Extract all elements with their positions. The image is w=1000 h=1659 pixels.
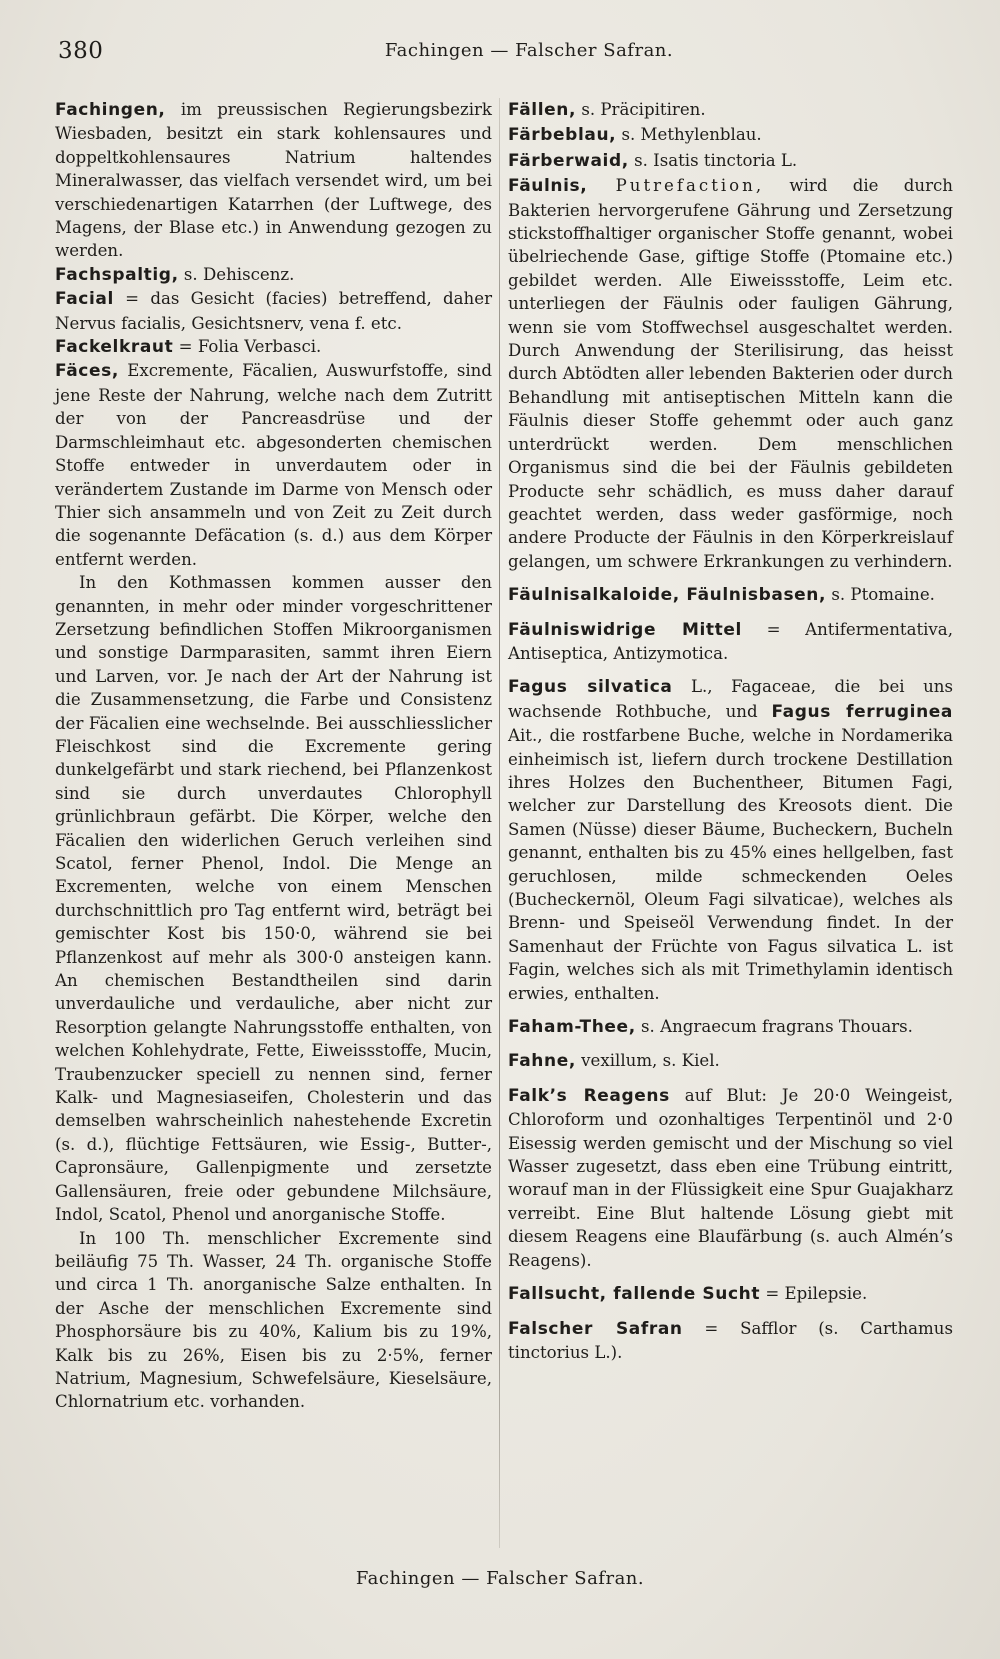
right-column: [508, 98, 953, 1365]
running-head: Fachingen — Falscher Safran.: [384, 40, 674, 61]
dictionary-entry: [508, 1317, 953, 1365]
entry-lemma: Fällen,: [508, 100, 577, 120]
entry-text: L., Fagaceae, die bei uns wachsende Rothbuche, und: [508, 677, 953, 721]
entry-text: = Safflor (s. Carthamus tinctorius L.).: [508, 1318, 953, 1362]
left-column: [55, 98, 492, 1414]
column-divider: [499, 98, 500, 1548]
entry-spaced-term: Putrefaction,: [587, 176, 765, 196]
dictionary-entry: [508, 98, 953, 122]
body-paragraph: In 100 Th. menschlicher Excremente sind beiläufig 75 Th. Wasser, 24 Th. organische Stoffe und circa 1 Th. anorganische Salze enthalten. In der Asche der menschlichen Excremente sind Phosphorsäure bis zu 40%, Kalium bis zu 19%, Kalk bis zu 26%, Eisen bis zu 2·5%, ferner Natrium, Magnesium, Schwefelsäure, Kieselsäure, Chlornatrium etc. vorhanden.: [55, 1228, 492, 1412]
entry-text: s. Methylenblau.: [616, 125, 762, 145]
dictionary-entry: [508, 618, 953, 666]
entry-lemma: Faham-Thee,: [508, 1017, 636, 1038]
entry-lemma: Fackelkraut: [55, 337, 174, 358]
entry-lemma: Fallsucht, fallende Sucht: [508, 1284, 761, 1305]
dictionary-entry: [55, 287, 492, 335]
entry-lemma: Facial: [55, 289, 114, 310]
dictionary-entry: [508, 1015, 953, 1039]
entry-text: auf Blut: Je 20·0 Weingeist, Chloroform und ozonhaltiges Terpentinöl und 2·0 Eisessig werden gemischt und der Mischung so viel Wasser zugesetzt, dass eben eine Trübung eintritt, worauf man in der Flüssigkeit eine Spur Guajakharz verreibt. Eine Blut haltende Lösung giebt mit diesem Reagens eine Blaufärbung (s. auch Almén’s Reagens).: [508, 1085, 953, 1270]
entry-text: s. Isatis tinctoria L.: [628, 150, 798, 170]
entry-text: Ait., die rostfarbene Buche, welche in Nordamerika einheimisch ist, liefern durch trockene Destillation ihres Holzes den Buchentheer, Bitumen Fagi, welcher zur Darstellung des Kreosots dient. Die Samen (Nüsse) dieser Bäume, Bucheckern, Bucheln genannt, enthalten bis zu 45% eines hellgelben, fast geruchlosen, milde schmeckenden Oeles (Bucheckernöl, Oleum Fagi silvaticae), welches als Brenn- und Speiseöl Verwendung findet. In der Samenhaut der Früchte von Fagus silvatica L. ist Fagin, welches sich als mit Trimethylamin identisch erwies, enthalten.: [508, 726, 953, 1003]
entry-lemma: Falk’s Reagens: [508, 1085, 670, 1106]
entry-lemma: Falscher Safran: [508, 1318, 683, 1339]
entry-lemma: Fachspaltig,: [55, 264, 179, 285]
entry-lemma: Fäces,: [55, 361, 119, 382]
dictionary-entry: [508, 123, 953, 147]
entry-text: = Folia Verbasci.: [173, 337, 322, 357]
dictionary-entry: [508, 675, 953, 1005]
dictionary-entry: [55, 98, 492, 263]
dictionary-entry: [55, 335, 492, 359]
dictionary-entry: [55, 263, 492, 287]
entry-lemma: Fagus silvatica: [508, 677, 673, 698]
dictionary-entry: [508, 1282, 953, 1306]
dictionary-entry: [508, 583, 953, 607]
dictionary-entry: [508, 149, 953, 173]
entry-lemma: Färbeblau,: [508, 125, 617, 146]
entry-text: = Epilepsie.: [760, 1284, 868, 1304]
dictionary-entry: [55, 359, 492, 571]
entry-text: = das Gesicht (facies) betreffend, daher Nervus facialis, Gesichtsnerv, vena f. etc.: [55, 289, 492, 333]
page-header: [58, 38, 940, 72]
entry-lemma: Fahne,: [508, 1051, 576, 1072]
body-paragraph: In den Kothmassen kommen ausser den genannten, in mehr oder minder vorgeschrittener Zersetzung befindlichen Stoffen Mikroorganismen und sonstige Darmparasiten, sammt ihren Eiern und Larven, vor. Je nach der Art der Nahrung ist die Zusammensetzung, die Farbe und Consistenz der Fäcalien eine wechselnde. Bei ausschliesslicher Fleischkost sind die Excremente gering dunkelgefärbt und stark riechend, bei Pflanzenkost sind sie durch unverdautes Chlorophyll grünlichbraun gefärbt. Die Körper, welche den Fäcalien den widerlichen Geruch verleihen sind Scatol, ferner Phenol, Indol. Die Menge an Excrementen, welche von einem Menschen durchschnittlich pro Tag entfernt wird, beträgt bei gemischter Kost bis 150·0, während sie bei Pflanzenkost auf mehr als 300·0 ansteigen kann. An chemischen Bestandtheilen sind darin unverdauliche und verdauliche, aber nicht zur Resorption gelangte Nahrungsstoffe enthalten, von welchen Kohlehydrate, Fette, Eiweissstoffe, Mucin, Traubenzucker speciell zu nennen sind, ferner Kalk- und Magnesiaseifen, Cholesterin und das demselben wahrscheinlich nahestehende Excretin (s. d.), flüchtige Fettsäuren, wie Essig-, Butter-, Capronsäure, Gallenpigmente und zersetzte Gallensäuren, freie oder gebundene Milchsäure, Indol, Scatol, Phenol und anorganische Stoffe.: [55, 573, 492, 1225]
entry-lemma: Fachingen,: [55, 100, 166, 120]
entry-text: Excremente, Fäcalien, Auswurfstoffe, sind jene Reste der Nahrung, welche nach dem Zutritt der von der Pancreasdrüse und der Darmschleimhaut etc. abgesonderten chemischen Stoffe entweder in unverdautem oder in verändertem Zustande im Darme von Mensch oder Thier sich ansammeln und von Zeit zu Zeit durch die sogenannte Defäcation (s. d.) aus dem Körper entfernt werden.: [55, 361, 492, 569]
dictionary-entry: [508, 174, 953, 573]
entry-lemma: Fäulniswidrige Mittel: [508, 619, 742, 640]
dictionary-entry: [508, 1049, 953, 1073]
entry-lemma: Färberwaid,: [508, 150, 629, 171]
entry-lemma-secondary: Fagus ferruginea: [771, 701, 953, 722]
entry-text: s. Dehiscenz.: [178, 264, 295, 284]
entry-text: = Antifermentativa, Antiseptica, Antizymotica.: [508, 619, 953, 663]
page-number: 380: [58, 38, 104, 64]
entry-lemma: Fäulnis,: [508, 176, 588, 197]
entry-lemma: Fäulnisalkaloide, Fäulnisbasen,: [508, 585, 827, 606]
entry-text: s. Angraecum fragrans Thouars.: [635, 1017, 913, 1037]
page-footer: Fachingen — Falscher Safran.: [355, 1568, 645, 1589]
entry-text: wird die durch Bakterien hervorgerufene Gährung und Zersetzung stickstoffhaltiger organischer Stoffe genannt, wobei übelriechende Gase, giftige Stoffe (Ptomaine etc.) gebildet werden. Alle Eiweissstoffe, Leim etc. unterliegen der Fäulnis oder fauligen Gährung, wenn sie vom Stoffwechsel ausgeschaltet werden. Durch Anwendung der Sterilisirung, das heisst durch Abtödten aller lebenden Bakterien oder durch Behandlung mit antiseptischen Mitteln kann die Fäulnis dieser Stoffe gehemmt oder auch ganz unterdrückt werden. Dem menschlichen Organismus sind die bei der Fäulnis gebildeten Producte sehr schädlich, es muss daher darauf geachtet werden, dass weder gasförmige, noch andere Producte der Fäulnis in den Körperkreislauf gelangen, um schwere Erkrankungen zu verhindern.: [508, 176, 953, 571]
dictionary-entry: [508, 1084, 953, 1272]
entry-text: im preussischen Regierungsbezirk Wiesbaden, besitzt ein stark kohlensaures und doppeltkohlensaures Natrium haltendes Mineralwasser, das vielfach versendet wird, um bei verschiedenartigen Katarrhen (der Luftwege, des Magens, der Blase etc.) in Anwendung gezogen zu werden.: [55, 100, 492, 261]
entry-text: vexillum, s. Kiel.: [575, 1051, 720, 1071]
entry-text: s. Präcipitiren.: [576, 100, 706, 119]
entry-text: s. Ptomaine.: [826, 585, 935, 605]
